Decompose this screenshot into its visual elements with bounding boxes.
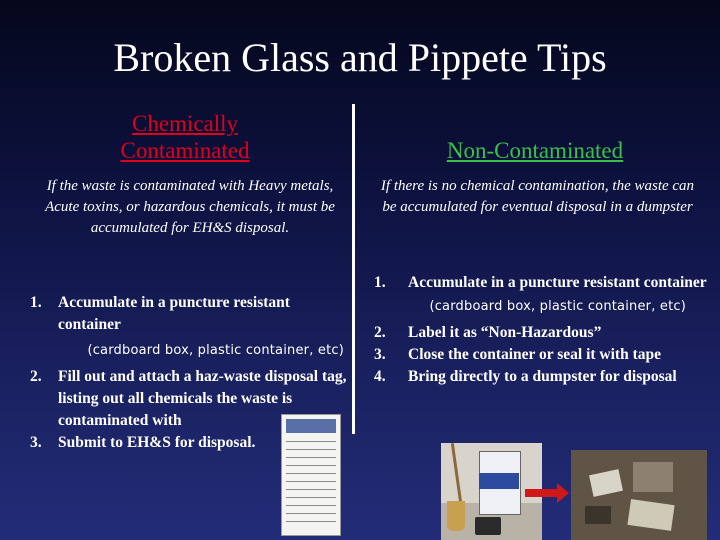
contaminated-description: If the waste is contaminated with Heavy metals, Acute toxins, or hazardous chemicals, it must be accumulated for EH&S disposal. — [45, 178, 335, 236]
step-number: 4. — [374, 368, 386, 385]
step-text: Label it as “Non-Hazardous” — [408, 324, 602, 341]
step-text: Submit to EH&S for disposal. — [58, 434, 256, 451]
step-text: Bring directly to a dumpster for disposal — [408, 368, 677, 385]
container-note: (cardboard box, plastic container, etc) — [429, 299, 686, 314]
contaminated-heading — [80, 110, 290, 164]
list-item — [374, 344, 710, 366]
haz-waste-tag-image — [281, 414, 341, 536]
step-text: Accumulate in a puncture resistant container — [408, 274, 707, 291]
non-contaminated-heading: Non-Contaminated — [446, 138, 624, 163]
step-number: 3. — [30, 434, 42, 451]
container-note: (cardboard box, plastic container, etc) — [87, 343, 344, 358]
column-divider — [352, 104, 355, 434]
non-contaminated-description: If there is no chemical contamination, the waste can be accumulated for eventual disposal in a dumpster — [380, 178, 695, 215]
list-item — [374, 322, 710, 344]
contaminated-heading-line2: Contaminated — [120, 138, 250, 163]
step-number: 3. — [374, 346, 386, 363]
list-item — [374, 366, 710, 388]
red-arrow — [525, 489, 561, 497]
step-number: 2. — [30, 368, 42, 385]
step-number: 1. — [30, 294, 42, 311]
step-text: Accumulate in a puncture resistant container — [58, 294, 290, 333]
step-text: Fill out and attach a haz-waste disposal tag, listing out all chemicals the waste is contaminated with — [58, 368, 347, 429]
non-contaminated-steps — [374, 272, 710, 388]
list-item — [374, 272, 710, 294]
step-text: Close the container or seal it with tape — [408, 346, 661, 363]
step-number: 2. — [374, 324, 386, 341]
contaminated-heading-line1: Chemically — [131, 111, 239, 136]
step-number: 1. — [374, 274, 386, 291]
red-arrow-head — [557, 483, 569, 503]
slide-title: Broken Glass and Pippete Tips — [113, 35, 607, 80]
dumpster-photo — [571, 450, 707, 540]
list-item — [30, 292, 350, 336]
